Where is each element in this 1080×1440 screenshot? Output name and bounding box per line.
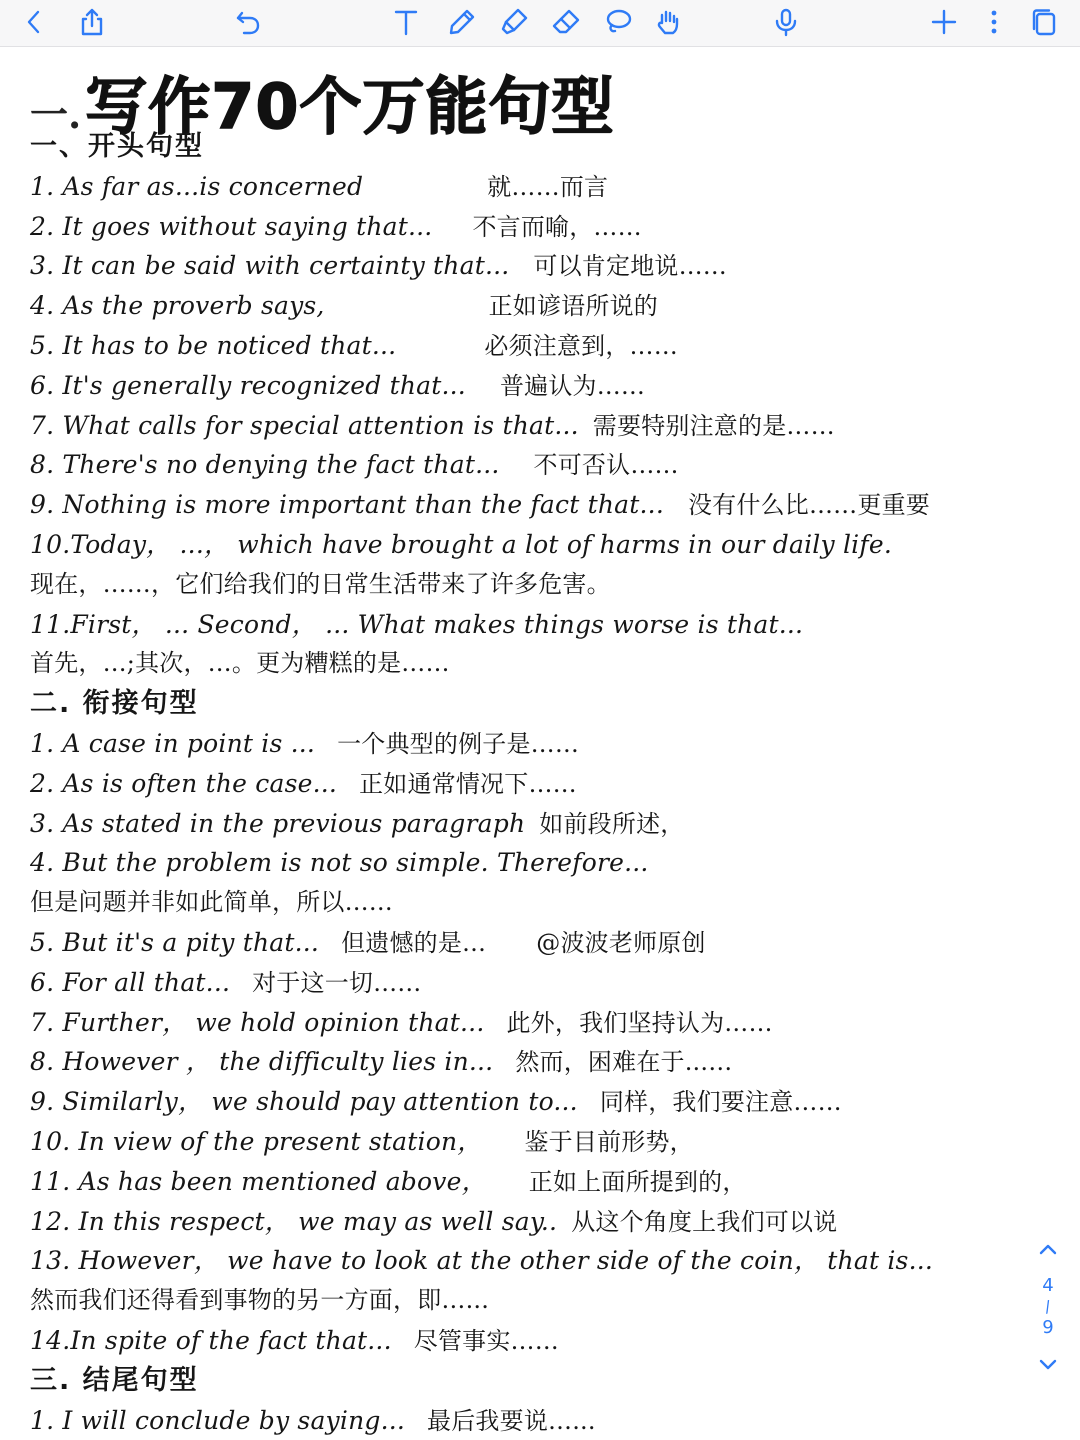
next-page-icon[interactable] — [1030, 1346, 1066, 1382]
note-lines — [30, 127, 1053, 1440]
english-pattern: 1. A case in point is ... — [30, 728, 316, 758]
sentence-pattern-line — [30, 207, 1050, 247]
chinese-meaning: 不可否认…… — [533, 451, 679, 480]
hand-icon[interactable] — [648, 4, 688, 40]
english-pattern: 8. However ， the difficulty lies in... — [30, 1047, 494, 1077]
chinese-translation-line: 然而我们还得看到事物的另一方面，即…... — [30, 1286, 490, 1315]
english-sentence-line: 10.Today， ...， which have brought a lot of harms in our daily life. — [30, 529, 892, 559]
english-pattern: 12. In this respect， we may as well say.. — [30, 1206, 558, 1236]
chinese-meaning: 正如通常情况下…… — [359, 769, 577, 798]
english-pattern: 14.In spite of the fact that... — [30, 1325, 392, 1355]
english-pattern: 9. Similarly， we should pay attention to... — [30, 1087, 578, 1117]
page-separator: / — [1043, 1296, 1053, 1317]
highlighter-icon[interactable] — [494, 4, 534, 40]
sentence-pattern-line — [30, 286, 1050, 326]
chinese-meaning: 没有什么比……更重要 — [687, 491, 930, 520]
sentence-pattern-line — [30, 366, 1050, 406]
sentence-pattern-line — [30, 724, 1050, 764]
chinese-meaning: 不言而喻，…… — [472, 212, 642, 241]
chinese-meaning: 对于这一切…… — [252, 968, 422, 997]
english-pattern: 5. But it's a pity that... — [30, 927, 320, 957]
chinese-meaning: 此外，我们坚持认为…… — [506, 1008, 773, 1037]
pages-icon[interactable] — [1024, 4, 1064, 40]
sentence-pattern-line — [30, 923, 1050, 963]
previous-page-icon[interactable] — [1030, 1232, 1066, 1268]
sentence-pattern-line — [30, 1401, 1050, 1440]
sentence-pattern-line — [30, 1082, 1050, 1122]
text-tool-icon[interactable] — [386, 4, 426, 40]
sentence-pattern-line — [30, 246, 1050, 286]
english-pattern: 10. In view of the present station， — [30, 1126, 483, 1156]
chinese-meaning: 然而，困难在于...… — [515, 1048, 733, 1077]
title-number: 一. — [30, 92, 82, 137]
english-pattern: 7. Further， we hold opinion that... — [30, 1007, 485, 1037]
add-icon[interactable] — [924, 4, 964, 40]
pen-icon[interactable] — [442, 4, 482, 40]
author-watermark: @波波老师原创 — [536, 928, 706, 957]
english-sentence-line: 4. But the problem is not so simple. Therefore... — [30, 848, 649, 878]
chinese-meaning: 正如上面所提到的， — [528, 1167, 747, 1196]
chinese-meaning: 如前段所述， — [539, 809, 685, 838]
english-pattern: 1. I will conclude by saying... — [30, 1405, 406, 1435]
english-pattern: 2. As is often the case... — [30, 768, 338, 798]
sentence-pattern-line — [30, 167, 1050, 207]
current-page-number: 4 — [1042, 1275, 1054, 1296]
note-page[interactable] — [0, 47, 1080, 1440]
chinese-meaning: 鉴于目前形势， — [524, 1127, 694, 1156]
sentence-pattern-line — [30, 804, 1050, 844]
total-page-count: 9 — [1042, 1317, 1054, 1338]
sentence-pattern-line — [30, 1003, 1050, 1043]
english-pattern: 3. It can be said with certainty that... — [30, 251, 510, 281]
lasso-icon[interactable] — [598, 4, 638, 40]
english-pattern: 5. It has to be noticed that... — [30, 330, 397, 360]
toolbar — [0, 0, 1080, 47]
more-icon[interactable] — [974, 4, 1014, 40]
chinese-meaning: 正如谚语所说的 — [488, 292, 658, 321]
sentence-pattern-line — [30, 485, 1050, 525]
sentence-pattern-line — [30, 1202, 1050, 1242]
chinese-meaning: 普遍认为…… — [499, 371, 646, 400]
chinese-translation-line: 现在，……，它们给我们的日常生活带来了许多危害。 — [30, 569, 611, 598]
share-icon[interactable] — [72, 4, 112, 40]
sentence-pattern-line — [30, 963, 1050, 1003]
chinese-translation-line: 但是问题并非如此简单，所以…… — [30, 888, 393, 917]
english-pattern: 6. For all that... — [30, 967, 231, 997]
sentence-pattern-line — [30, 445, 1050, 485]
sentence-pattern-line — [30, 764, 1050, 804]
sentence-pattern-line — [30, 1162, 1050, 1202]
microphone-icon[interactable] — [766, 4, 806, 40]
sentence-pattern-line — [30, 326, 1050, 366]
page-title: 写作70个万能句型 — [85, 70, 615, 143]
sentence-pattern-line — [30, 1321, 1050, 1361]
section-heading: 二. 衔接句型 — [30, 688, 199, 720]
english-pattern: 7. What calls for special attention is that... — [30, 410, 579, 440]
chinese-meaning: 必须注意到，…… — [484, 331, 678, 360]
english-pattern: 6. It's generally recognized that... — [30, 370, 466, 400]
undo-icon[interactable] — [228, 4, 268, 40]
english-pattern: 9. Nothing is more important than the fact that... — [30, 490, 664, 520]
chinese-meaning: 尽管事实…… — [413, 1326, 559, 1355]
chinese-meaning: 一个典型的例子是…… — [337, 729, 580, 758]
chinese-translation-line: 首先，…;其次，…。更为糟糕的是…… — [30, 649, 450, 678]
chinese-meaning: 同样，我们要注意…… — [599, 1088, 842, 1117]
chinese-meaning: 从这个角度上我们可以说 — [571, 1207, 838, 1236]
english-pattern: 3. As stated in the previous paragraph — [30, 808, 526, 838]
chinese-meaning: 最后我要说…... — [427, 1406, 596, 1435]
chinese-meaning: 但遗憾的是… — [341, 928, 487, 957]
english-pattern: 8. There's no denying the fact that... — [30, 450, 500, 480]
section-heading: 三. 结尾句型 — [30, 1364, 199, 1396]
english-pattern: 11. As has been mentioned above， — [30, 1166, 487, 1196]
sentence-pattern-line — [30, 406, 1050, 446]
english-pattern: 2. It goes without saying that... — [30, 211, 433, 241]
page-indicator — [1030, 1232, 1066, 1402]
back-icon[interactable] — [14, 4, 54, 40]
eraser-icon[interactable] — [546, 4, 586, 40]
chinese-meaning: 就……而言 — [487, 172, 609, 201]
sentence-pattern-line — [30, 1122, 1050, 1162]
english-pattern: 4. As the proverb says, — [30, 291, 325, 321]
section-heading: 一、开头句型 — [30, 131, 204, 162]
english-pattern: 1. As far as...is concerned — [30, 171, 364, 201]
sentence-pattern-line — [30, 1042, 1050, 1082]
chinese-meaning: 需要特别注意的是…… — [592, 411, 835, 440]
english-sentence-line: 13. However， we have to look at the other side of the coin， that is... — [30, 1246, 934, 1276]
chinese-meaning: 可以肯定地说…… — [533, 252, 727, 281]
english-sentence-line: 11.First， ... Second， ... What makes things worse is that... — [30, 609, 804, 639]
